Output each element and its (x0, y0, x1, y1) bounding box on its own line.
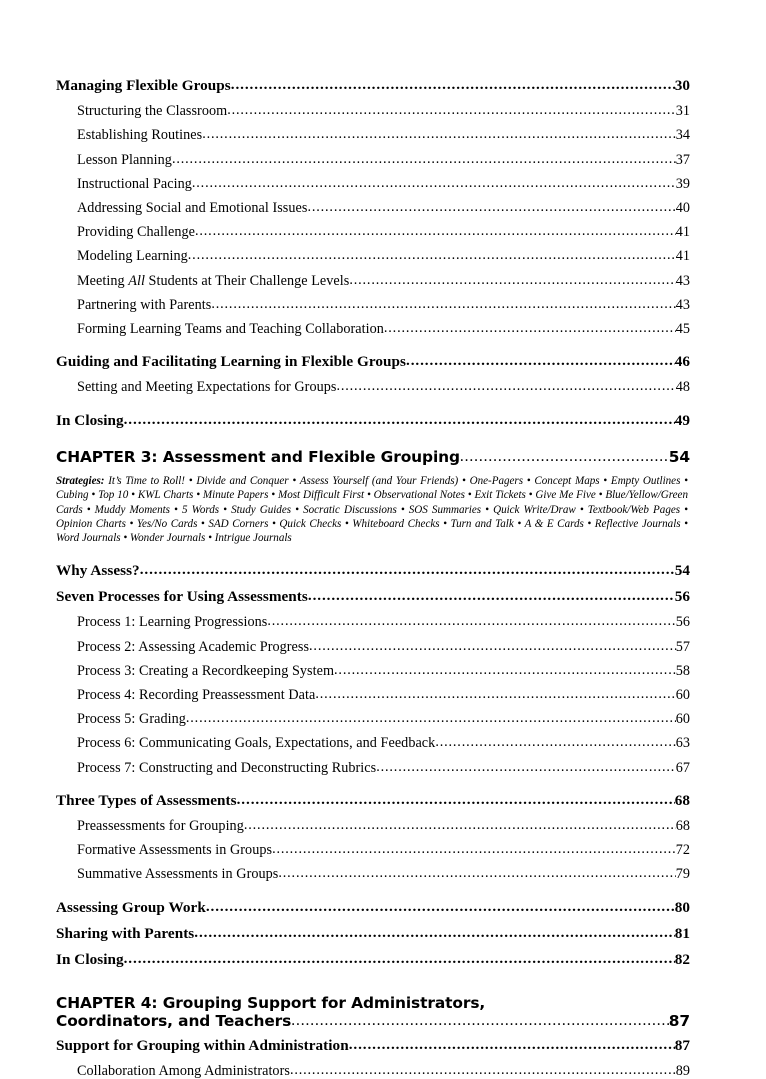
chapter-3-entries (56, 563, 690, 967)
toc-entry-lesson-planning[interactable] (77, 153, 690, 167)
toc-entry-page: 43 (675, 272, 690, 289)
toc-entry-page: 81 (674, 924, 690, 942)
dot-leader (186, 711, 676, 725)
toc-entry-three-types-of-assessments[interactable] (56, 793, 690, 808)
toc-entry-process-3-creating-a-recordkeeping-system[interactable] (77, 664, 690, 678)
toc-entry-page: 56 (674, 588, 690, 606)
toc-entry-title: Process 6: Communicating Goals, Expectations, and Feedback (77, 735, 436, 752)
toc-entry-title: Lesson Planning (77, 151, 172, 168)
dot-leader (194, 925, 674, 940)
toc-entry-page: 68 (675, 817, 690, 834)
toc-entry-seven-processes-for-using-assessments[interactable] (56, 589, 690, 604)
dot-leader (211, 297, 675, 311)
dot-leader (336, 379, 675, 393)
toc-entry-title: Managing Flexible Groups (56, 77, 231, 94)
toc-entry-process-4-recording-preassessment-data[interactable] (77, 688, 690, 702)
toc-entry-setting-and-meeting-expectations-for-groups[interactable] (77, 380, 690, 394)
toc-entry-page: 46 (674, 353, 690, 371)
toc-entry-partnering-with-parents[interactable] (77, 298, 690, 312)
toc-entry-page: 34 (675, 127, 690, 144)
dot-leader (406, 353, 675, 368)
toc-entry-page: 41 (675, 224, 690, 241)
dot-leader (172, 152, 676, 166)
dot-leader (290, 1063, 676, 1077)
toc-entry-page: 37 (675, 151, 690, 168)
toc-entry-page: 48 (675, 379, 690, 396)
dot-leader (267, 614, 675, 628)
chapter-3-strategies-list (56, 474, 690, 546)
toc-entry-page: 39 (675, 175, 690, 192)
toc-entry-page: 82 (674, 950, 690, 968)
toc-entry-modeling-learning[interactable] (77, 249, 690, 263)
toc-entry-title: Process 5: Grading (77, 711, 186, 728)
toc-entry-structuring-the-classroom[interactable] (77, 104, 690, 118)
toc-chapter-heading-3[interactable] (56, 448, 690, 468)
toc-entry-page: 49 (674, 411, 690, 429)
toc-entry-page: 41 (675, 248, 690, 265)
toc-entry-guiding-and-facilitating-learning-in-flexible-groups[interactable] (56, 354, 690, 369)
toc-section-chapter-4 (56, 994, 690, 1078)
toc-chapter-page: 54 (668, 447, 690, 466)
toc-entry-title: Summative Assessments in Groups (77, 866, 279, 883)
toc-entry-meeting-all-students-at-their-challenge-levels[interactable] (77, 274, 690, 288)
toc-entry-instructional-pacing[interactable] (77, 177, 690, 191)
dot-leader (334, 663, 676, 677)
toc-entry-sharing-with-parents[interactable] (56, 926, 690, 941)
toc-section-managing-flexible-groups (56, 78, 690, 428)
toc-entry-title: Providing Challenge (77, 224, 195, 241)
toc-entry-in-closing-chapter3[interactable] (56, 952, 690, 967)
toc-entry-title: Process 2: Assessing Academic Progress (77, 638, 310, 655)
toc-entry-page: 87 (674, 1036, 690, 1054)
toc-entry-title: Collaboration Among Administrators (77, 1063, 290, 1079)
toc-entry-title-emphasis: All (128, 272, 145, 289)
toc-entry-title: Three Types of Assessments (56, 791, 237, 809)
toc-chapter-heading-4-line2[interactable] (56, 1012, 690, 1032)
dot-leader (192, 176, 676, 190)
strategies-label: Strategies: (56, 474, 105, 487)
toc-entry-title: Seven Processes for Using Assessments (56, 588, 308, 606)
toc-entry-process-7-constructing-and-deconstructing-rubrics[interactable] (77, 761, 690, 775)
toc-entry-title: Structuring the Classroom (77, 103, 228, 120)
toc-entry-title: Setting and Meeting Expectations for Groups (77, 379, 337, 396)
toc-entry-title: Instructional Pacing (77, 175, 192, 192)
toc-entry-support-for-grouping-within-administration[interactable] (56, 1038, 690, 1053)
toc-entry-page: 45 (675, 321, 690, 338)
dot-leader (140, 562, 675, 577)
dot-leader (231, 77, 675, 92)
toc-entry-page: 58 (675, 662, 690, 679)
toc-entry-assessing-group-work[interactable] (56, 900, 690, 915)
dot-leader (227, 103, 675, 117)
toc-entry-process-2-assessing-academic-progress[interactable] (77, 640, 690, 654)
toc-entry-why-assess[interactable] (56, 563, 690, 578)
dot-leader (308, 588, 675, 603)
dot-leader (309, 639, 676, 653)
toc-entry-page: 63 (675, 735, 690, 752)
dot-leader (188, 248, 676, 262)
toc-entry-title: Forming Learning Teams and Teaching Collaboration (77, 321, 384, 338)
toc-entry-title: Establishing Routines (77, 127, 203, 144)
toc-entry-page: 57 (675, 638, 690, 655)
toc-entry-page: 56 (675, 614, 690, 631)
dot-leader (278, 866, 675, 880)
toc-entry-page: 68 (674, 791, 690, 809)
toc-entry-forming-learning-teams-and-teaching-collaboration[interactable] (77, 322, 690, 336)
toc-entry-process-6-communicating-goals-expectations-and-feedback[interactable] (77, 736, 690, 750)
toc-entry-in-closing-chapter2[interactable] (56, 413, 690, 428)
toc-entry-title: Partnering with Parents (77, 296, 212, 313)
dot-leader (307, 200, 675, 214)
toc-entry-page: 40 (675, 200, 690, 217)
toc-entry-page: 60 (675, 711, 690, 728)
toc-chapter-heading-4-line1[interactable]: CHAPTER 4: Grouping Support for Administrators, (56, 994, 486, 1013)
toc-entry-page: 79 (675, 866, 690, 883)
toc-entry-page: 54 (674, 561, 690, 579)
dot-leader (124, 951, 675, 966)
toc-entry-preassessments-for-grouping[interactable] (77, 819, 690, 833)
toc-entry-page: 30 (674, 77, 690, 94)
dot-leader (384, 321, 676, 335)
toc-entry-managing-flexible-groups[interactable] (56, 78, 690, 93)
toc-entry-title: Why Assess? (56, 561, 140, 579)
toc-entry-title: Sharing with Parents (56, 924, 195, 942)
toc-entry-process-1-learning-progressions[interactable] (77, 615, 690, 629)
dot-leader (435, 735, 675, 749)
dot-leader (244, 818, 676, 832)
toc-entry-title: In Closing (56, 950, 124, 968)
toc-section-chapter-3 (56, 448, 690, 967)
toc-entry-process-5-grading[interactable] (77, 712, 690, 726)
dot-leader (202, 127, 676, 141)
toc-chapter-title: Coordinators, and Teachers (56, 1012, 292, 1031)
toc-entry-providing-challenge[interactable] (77, 225, 690, 239)
dot-leader (206, 899, 675, 914)
dot-leader (272, 842, 676, 856)
toc-entry-title: Process 1: Learning Progressions (77, 614, 268, 631)
dot-leader (291, 1011, 669, 1031)
toc-entry-title: Process 4: Recording Preassessment Data (77, 686, 316, 703)
toc-chapter-title: CHAPTER 3: Assessment and Flexible Grouping (56, 447, 460, 466)
toc-entry-title: Support for Grouping within Administration (56, 1036, 349, 1054)
dot-leader (124, 412, 675, 427)
toc-entry-page: 80 (674, 898, 690, 916)
dot-leader (195, 224, 676, 238)
toc-entry-title: Guiding and Facilitating Learning in Flexible Groups (56, 353, 407, 371)
toc-entry-page: 31 (675, 103, 690, 120)
dot-leader (349, 1037, 675, 1052)
toc-entry-title: Preassessments for Grouping (77, 817, 244, 834)
toc-entry-page: 43 (675, 296, 690, 313)
toc-entry-page: 89 (675, 1063, 690, 1079)
toc-entry-page: 60 (675, 686, 690, 703)
dot-leader (349, 273, 675, 287)
toc-entry-page: 67 (675, 759, 690, 776)
strategies-items: It’s Time to Roll! • Divide and Conquer • Assess Yourself (and Your Friends) • One-Pagers • Concept Maps • Empty Outlines • Cubing • Top 10 • KWL Charts • Minute Papers • Most Difficult First • Observational Notes • Exit Tickets • Give Me Five • Blue/Yellow/Green Cards • Muddy Moments • 5 Words • Study Guides • Socratic Discussions • SOS Summaries • Quick Write/Draw • Textbook/Web Pages • Opinion Charts • Yes/No Cards • SAD Corners • Quick Checks • Whiteboard Checks • Turn and Talk • A & E Cards • Reflective Journals • Word Journals • Wonder Journals • Intrigue Journals (56, 474, 688, 545)
toc-entry-title: Process 7: Constructing and Deconstructing Rubrics (77, 759, 377, 776)
toc-entry-title: Meeting All Students at Their Challenge Levels (77, 272, 350, 289)
toc-entry-formative-assessments-in-groups[interactable] (77, 843, 690, 857)
toc-entry-page: 72 (675, 842, 690, 859)
dot-leader (460, 447, 669, 467)
toc-entry-addressing-social-and-emotional-issues[interactable] (77, 201, 690, 215)
toc-entry-title: Addressing Social and Emotional Issues (77, 200, 308, 217)
toc-entry-summative-assessments-in-groups[interactable] (77, 867, 690, 881)
toc-entry-title: Assessing Group Work (56, 898, 206, 916)
dot-leader (376, 760, 675, 774)
toc-chapter-page: 87 (668, 1012, 690, 1031)
dot-leader (315, 687, 675, 701)
toc-entry-title: Process 3: Creating a Recordkeeping System (77, 662, 335, 679)
toc-entry-title: Formative Assessments in Groups (77, 842, 273, 859)
toc-entry-title: Modeling Learning (77, 248, 188, 265)
toc-entry-title: In Closing (56, 411, 124, 429)
toc-entry-establishing-routines[interactable] (77, 128, 690, 142)
dot-leader (237, 792, 675, 807)
toc-entry-collaboration-among-administrators[interactable] (77, 1064, 690, 1078)
